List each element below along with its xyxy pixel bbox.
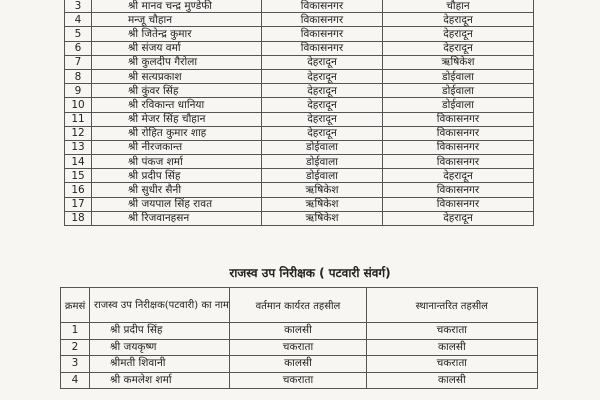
- current-tehsil-cell: देहरादून: [262, 55, 383, 69]
- table-row: [61, 339, 538, 356]
- serial-cell: 10: [65, 98, 92, 112]
- transfer-table-2-body: [61, 323, 538, 389]
- name-cell: श्री नीरजकान्त: [92, 140, 262, 154]
- table-row: [65, 84, 534, 98]
- name-cell: श्री मेजर सिंह चौहान: [92, 112, 262, 126]
- table-row: [65, 155, 534, 169]
- name-cell: श्री मानव चन्द्र मुण्डेफी: [92, 0, 262, 13]
- current-tehsil-cell: डोईवाला: [262, 140, 383, 154]
- table-row: [65, 112, 534, 126]
- current-tehsil-cell: डोईवाला: [262, 169, 383, 183]
- name-cell: श्री रोहित कुमार शाह: [92, 126, 262, 140]
- current-tehsil-cell: ऋषिकेश: [262, 183, 383, 197]
- serial-cell: 16: [65, 183, 92, 197]
- serial-cell: 2: [61, 339, 90, 356]
- name-cell: श्री पंकज शर्मा: [92, 155, 262, 169]
- table-row: [65, 98, 534, 112]
- serial-cell: 7: [65, 55, 92, 69]
- name-cell: श्री कुंवर सिंह: [92, 84, 262, 98]
- serial-cell: 4: [61, 372, 90, 389]
- serial-cell: 13: [65, 140, 92, 154]
- current-tehsil-cell: कालसी: [230, 356, 366, 373]
- transferred-tehsil-cell: ऋषिकेश: [383, 55, 534, 69]
- table-row: [61, 372, 538, 389]
- table-row: [61, 323, 538, 340]
- serial-cell: 3: [61, 356, 90, 373]
- name-cell: श्री कुलदीप गैरोला: [92, 55, 262, 69]
- transferred-tehsil-cell: देहरादून: [383, 13, 534, 27]
- transferred-tehsil-cell: विकासनगर: [383, 112, 534, 126]
- serial-cell: 14: [65, 155, 92, 169]
- name-cell: श्री सत्यप्रकाश: [92, 69, 262, 83]
- transferred-tehsil-cell: देहरादून: [383, 211, 534, 225]
- name-cell: श्री प्रदीप सिंह: [90, 323, 230, 340]
- serial-cell: 17: [65, 197, 92, 211]
- transfer-table-2: [60, 287, 538, 389]
- current-tehsil-cell: चकराता: [230, 339, 366, 356]
- transferred-tehsil-cell: देहरादून: [383, 27, 534, 41]
- current-tehsil-cell: चकराता: [230, 372, 366, 389]
- table-row: [65, 55, 534, 69]
- table-row: [65, 69, 534, 83]
- current-tehsil-cell: देहरादून: [262, 98, 383, 112]
- current-tehsil-cell: विकासनगर: [262, 13, 383, 27]
- transferred-tehsil-cell: कालसी: [366, 372, 537, 389]
- header-name: राजस्व उप निरीक्षक(पटवारी) का नाम: [90, 288, 230, 323]
- table-row: [65, 126, 534, 140]
- serial-cell: 4: [65, 13, 92, 27]
- table-row: [65, 27, 534, 41]
- current-tehsil-cell: डोईवाला: [262, 155, 383, 169]
- transferred-tehsil-cell: डोईवाला: [383, 84, 534, 98]
- serial-cell: 1: [61, 323, 90, 340]
- current-tehsil-cell: विकासनगर: [262, 0, 383, 13]
- name-cell: श्री जयपाल सिंह रावत: [92, 197, 262, 211]
- name-cell: श्री रिजवानहसन: [92, 211, 262, 225]
- transfer-table-1-body: [65, 0, 534, 226]
- transferred-tehsil-cell: विकासनगर: [383, 140, 534, 154]
- name-cell: श्रीमती शिवानी: [90, 356, 230, 373]
- current-tehsil-cell: ऋषिकेश: [262, 211, 383, 225]
- current-tehsil-cell: देहरादून: [262, 84, 383, 98]
- serial-cell: 9: [65, 84, 92, 98]
- transferred-tehsil-cell: चौहान: [383, 0, 534, 13]
- name-cell: श्री संजय वर्मा: [92, 41, 262, 55]
- name-cell: श्री सुधीर सैनी: [92, 183, 262, 197]
- current-tehsil-cell: देहरादून: [262, 69, 383, 83]
- serial-cell: 12: [65, 126, 92, 140]
- serial-cell: 5: [65, 27, 92, 41]
- transferred-tehsil-cell: विकासनगर: [383, 183, 534, 197]
- transferred-tehsil-cell: विकासनगर: [383, 197, 534, 211]
- serial-cell: 11: [65, 112, 92, 126]
- serial-cell: 6: [65, 41, 92, 55]
- serial-cell: 18: [65, 211, 92, 225]
- current-tehsil-cell: विकासनगर: [262, 27, 383, 41]
- table-row: [65, 211, 534, 225]
- current-tehsil-cell: ऋषिकेश: [262, 197, 383, 211]
- name-cell: श्री जितेन्द्र कुमार: [92, 27, 262, 41]
- serial-cell: 8: [65, 69, 92, 83]
- serial-cell: 3: [65, 0, 92, 13]
- table-row: [65, 140, 534, 154]
- section-heading-patwari: राजस्व उप निरीक्षक ( पटवारी संवर्ग): [229, 266, 391, 280]
- table-row: [65, 13, 534, 27]
- transfer-table-1: [64, 0, 534, 226]
- header-current-tehsil: वर्तमान कार्यरत तहसील: [230, 288, 366, 323]
- transferred-tehsil-cell: विकासनगर: [383, 155, 534, 169]
- name-cell: श्री कमलेश शर्मा: [90, 372, 230, 389]
- name-cell: श्री जयकृष्ण: [90, 339, 230, 356]
- name-cell: श्री रविकान्त धानिया: [92, 98, 262, 112]
- name-cell: मन्जू चौहान: [92, 13, 262, 27]
- header-transferred-tehsil: स्थानान्तरित तहसील: [366, 288, 537, 323]
- current-tehsil-cell: विकासनगर: [262, 41, 383, 55]
- transferred-tehsil-cell: देहरादून: [383, 41, 534, 55]
- current-tehsil-cell: देहरादून: [262, 112, 383, 126]
- transferred-tehsil-cell: डोईवाला: [383, 98, 534, 112]
- table-row: [65, 197, 534, 211]
- transferred-tehsil-cell: चकराता: [366, 323, 537, 340]
- transferred-tehsil-cell: देहरादून: [383, 169, 534, 183]
- table-row: [65, 169, 534, 183]
- current-tehsil-cell: देहरादून: [262, 126, 383, 140]
- serial-cell: 15: [65, 169, 92, 183]
- table-header-row: [61, 288, 538, 323]
- current-tehsil-cell: कालसी: [230, 323, 366, 340]
- table-row: [65, 183, 534, 197]
- table-row: [65, 0, 534, 13]
- transferred-tehsil-cell: डोईवाला: [383, 69, 534, 83]
- table-row: [61, 356, 538, 373]
- transferred-tehsil-cell: विकासनगर: [383, 126, 534, 140]
- name-cell: श्री प्रदीप सिंह: [92, 169, 262, 183]
- header-serial-number: क्रमसं: [61, 288, 90, 323]
- transferred-tehsil-cell: चकराता: [366, 356, 537, 373]
- transferred-tehsil-cell: कालसी: [366, 339, 537, 356]
- table-row: [65, 41, 534, 55]
